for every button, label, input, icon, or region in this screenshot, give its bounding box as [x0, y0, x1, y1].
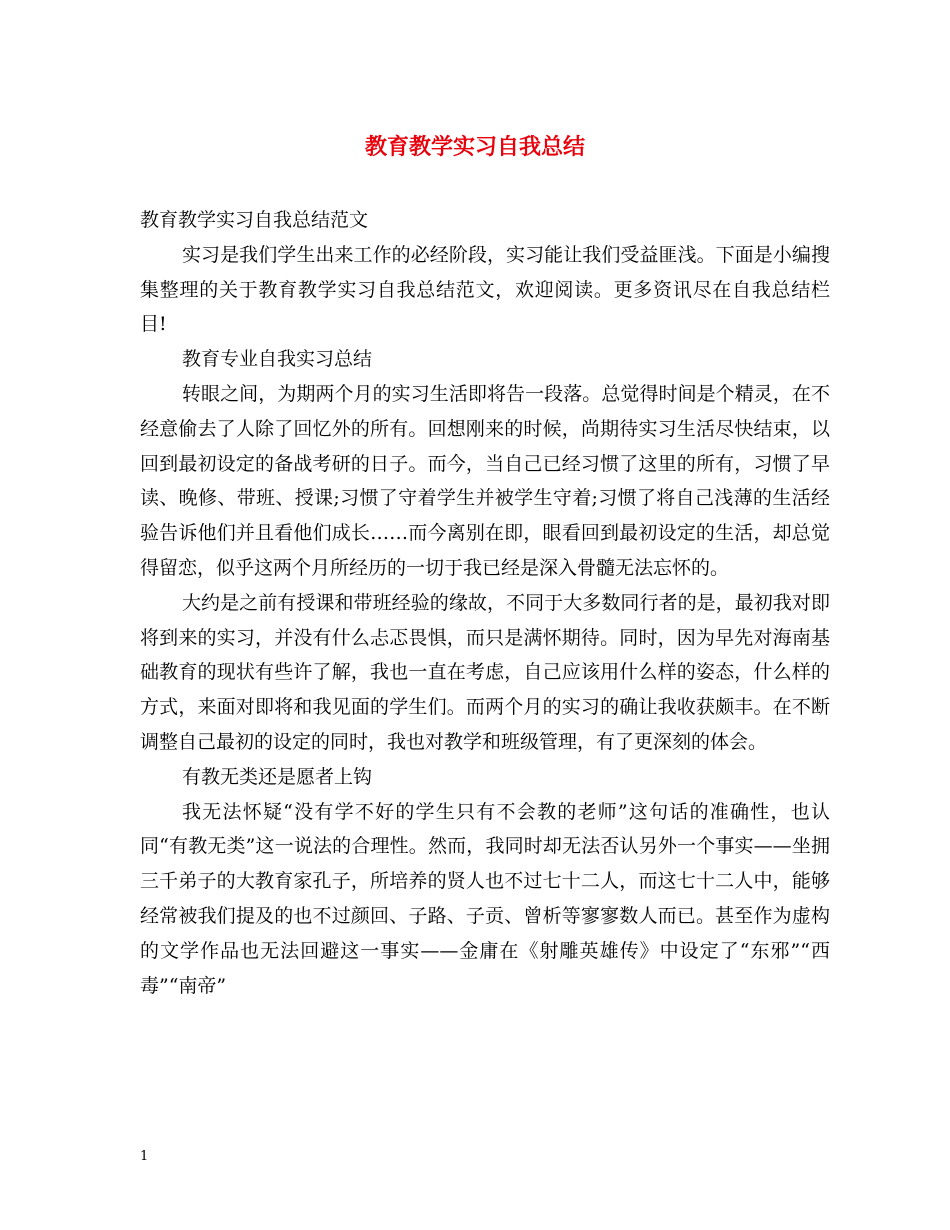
section-heading-paragraph: 有教无类还是愿者上钩 [182, 765, 373, 788]
document-body [140, 203, 830, 1003]
page-number: 1 [140, 1149, 149, 1164]
section-heading-paragraph: 教育专业自我实习总结 [182, 348, 373, 371]
body-paragraph: 我无法怀疑“没有学不好的学生只有不会教的老师”这句话的准确性，也认同“有教无类”这一说法的合理性。然而，我同时却无法否认另外一个事实——坐拥三千弟子的大教育家孔子，所培养的贤人也不过七十二人，而这七十二人中，能够经常被我们提及的也不过颜回、子路、子贡、曾析等寥寥数人而已。甚至作为虚构的文学作品也无法回避这一事实——金庸在《射雕英雄传》中设定了“东邪”“西毒”“南帝” [140, 800, 830, 997]
page-title: 教育教学实习自我总结 [364, 134, 585, 160]
body-paragraph: 转眼之间，为期两个月的实习生活即将告一段落。总觉得时间是个精灵，在不经意偷去了人除了回忆外的所有。回想刚来的时候，尚期待实习生活尽快结束，以回到最初设定的备战考研的日子。而今，当自己已经习惯了这里的所有，习惯了早读、晚修、带班、授课;习惯了守着学生并被学生守着;习惯了将自己浅薄的生活经验告诉他们并且看他们成长……而今离别在即，眼看回到最初设定的生活，却总觉得留恋，似乎这两个月所经历的一切于我已经是深入骨髓无法忘怀的。 [140, 382, 830, 579]
body-paragraph: 大约是之前有授课和带班经验的缘故，不同于大多数同行者的是，最初我对即将到来的实习，并没有什么忐忑畏惧，而只是满怀期待。同时，因为早先对海南基础教育的现状有些许了解，我也一直在考虑，自己应该用什么样的姿态，什么样的方式，来面对即将和我见面的学生们。而两个月的实习的确让我收获颇丰。在不断调整自己最初的设定的同时，我也对教学和班级管理，有了更深刻的体会。 [140, 591, 830, 753]
intro-paragraph: 实习是我们学生出来工作的必经阶段，实习能让我们受益匪浅。下面是小编搜集整理的关于教育教学实习自我总结范文，欢迎阅读。更多资讯尽在自我总结栏目! [140, 243, 830, 336]
subtitle-paragraph: 教育教学实习自我总结范文 [140, 209, 369, 231]
